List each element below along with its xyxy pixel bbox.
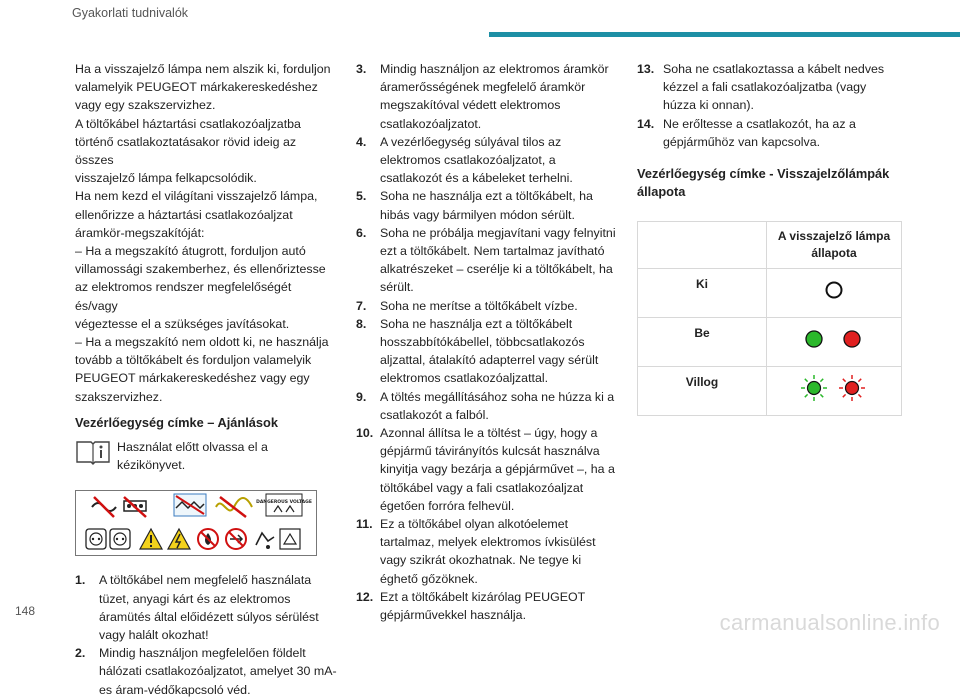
red-blinking-lamp-icon <box>839 375 865 401</box>
no-fire-icon <box>198 529 218 549</box>
list-item <box>356 588 616 624</box>
state-label: Ki <box>638 269 767 318</box>
column-header: A visszajelző lámpa állapota <box>767 222 902 269</box>
no-cable-damage-icon <box>174 494 206 516</box>
item-number: 9. <box>356 389 367 404</box>
watermark: carmanualsonline.info <box>719 610 940 635</box>
recommendation-list <box>356 60 616 624</box>
intro-paragraph <box>75 60 337 406</box>
recommendation-list <box>75 571 337 698</box>
list-item <box>75 571 337 644</box>
text-line: végeztesse el a szükséges javításokat. <box>75 316 290 331</box>
item-number: 1. <box>75 573 86 588</box>
item-number: 8. <box>356 316 367 331</box>
item-text: A töltőkábel nem megfelelő használata tüzet, anyagi kárt és az elektromos áramütés által előidézett súlyos sérülést vagy halált okozhat! <box>99 573 319 643</box>
pictogram-text: DANGEROUS VOLTAGE <box>256 500 312 506</box>
manual-note-text: Használat előtt olvassa el a kézikönyvet. <box>117 439 268 473</box>
column-right <box>637 60 899 416</box>
item-number: 2. <box>75 646 86 661</box>
item-text: Soha ne csatlakoztassa a kábelt nedves kézzel a fali csatlakozóaljzatba (vagy húzza ki onnan). <box>663 62 885 113</box>
item-text: Soha ne merítse a töltőkábelt vízbe. <box>380 298 578 313</box>
state-label: Be <box>638 318 767 367</box>
text-line: az elektromos rendszer megfelelőségét és/vagy <box>75 280 292 313</box>
item-text: Soha ne használja ezt a töltőkábelt hosszabbítókábellel, többcsatlakozós aljzattal, átalakító adapterrel vagy sérült elektromos csatlakozóaljzattal. <box>380 316 599 386</box>
text-line: ellenőrizze a háztartási csatlakozóaljzat <box>75 207 293 222</box>
item-text: Mindig használjon megfelelően földelt hálózati csatlakozóaljzatot, amelyet 30 mA-es áram-védőkapcsoló véd. <box>99 646 337 697</box>
text-line: tovább a töltőkábelt és forduljon valamelyik <box>75 353 312 368</box>
text-line: vagy egy szakszervizhez. <box>75 98 216 113</box>
list-item <box>75 644 337 699</box>
text-line: Ha nem kezd el világítani visszajelző lámpa, <box>75 189 318 204</box>
item-text: Mindig használjon az elektromos áramkör áramerősségének megfelelő áramkör megszakítóval védett elektromos csatlakozóaljzatot. <box>380 62 609 131</box>
no-cable-knot-icon <box>216 497 252 517</box>
item-number: 4. <box>356 134 367 149</box>
grounded-socket-icon <box>86 529 106 549</box>
text-line: valamelyik PEUGEOT márkakereskedéshez <box>75 80 318 95</box>
item-number: 12. <box>356 589 374 604</box>
item-number: 14. <box>637 116 655 131</box>
item-text: Ne erőltesse a csatlakozót, ha az a gépjárműhöz van kapcsolva. <box>663 116 856 149</box>
lamp-on-icons <box>794 328 874 350</box>
list-item <box>356 315 616 388</box>
empty-header-cell <box>638 222 767 269</box>
item-text: A töltés megállításához soha ne húzza ki a csatlakozót a falból. <box>380 389 615 422</box>
hot-surface-icon <box>256 494 312 516</box>
text-line: szakszervizhez. <box>75 389 163 404</box>
list-item <box>356 60 616 133</box>
header-title: Gyakorlati tudnivalók <box>72 6 189 20</box>
list-item <box>356 187 616 223</box>
text-line: visszajelző lámpa felkapcsolódik. <box>75 171 257 186</box>
lamp-blink-icons <box>794 373 874 403</box>
page-number: 148 <box>15 604 36 618</box>
item-number: 11. <box>356 517 373 532</box>
text-line: – Ha a megszakító nem oldott ki, ne használja <box>75 335 329 350</box>
item-text: Soha ne használja ezt a töltőkábelt, ha hibás vagy bármilyen módon sérült. <box>380 189 593 222</box>
manual-note <box>75 438 337 474</box>
no-extension-cord-icon <box>92 497 116 517</box>
item-text: Ezt a töltőkábelt kizárólag PEUGEOT gépjárművekkel használja. <box>380 589 585 623</box>
item-text: Azonnal állítsa le a töltést – úgy, hogy a gépjármű távirányítós kulcsát használva kinyitja vagy bezárja a gépjárművet –, ha a töltőkábel vagy a fali csatlakozóaljzat égetően forróra felhevül. <box>380 426 615 513</box>
list-item <box>356 515 616 588</box>
table-row <box>638 318 902 367</box>
item-number: 7. <box>356 298 367 313</box>
column-left <box>75 60 337 699</box>
grounded-socket-icon <box>110 529 130 549</box>
list-item <box>356 297 616 315</box>
table-row <box>638 367 902 416</box>
text-line: Ha a visszajelző lámpa nem alszik ki, forduljon <box>75 62 331 76</box>
high-voltage-icon <box>168 529 190 549</box>
text-line: PEUGEOT márkakereskedéshez vagy egy <box>75 371 310 386</box>
state-label: Villog <box>638 367 767 416</box>
text-line: villamossági szakemberhez, és ellenőriztesse <box>75 262 326 277</box>
lamp-cell <box>767 269 902 318</box>
text-line: A töltőkábel háztartási csatlakozóaljzatba <box>75 116 301 131</box>
header-accent-bar <box>489 32 960 37</box>
list-item <box>356 224 616 297</box>
text-line: áramkör-megszakítóját: <box>75 225 205 240</box>
green-blinking-lamp-icon <box>801 375 827 401</box>
recommendation-list <box>637 60 899 151</box>
list-item <box>356 388 616 424</box>
no-cable-damage-icon <box>280 529 300 549</box>
list-item <box>356 133 616 188</box>
item-number: 5. <box>356 189 367 204</box>
status-heading: Vezérlőegység címke - Visszajelzőlámpák állapota <box>637 166 890 200</box>
lamp-cell <box>767 318 902 367</box>
item-number: 6. <box>356 225 367 240</box>
item-text: Ez a töltőkábel olyan alkotóelemet tartalmaz, melyek elektromos ívkisülést vagy szikrát okozhatnak. Ne tegye ki éghető gőzöknek. <box>380 517 596 586</box>
recommendations-heading: Vezérlőegység címke – Ajánlások <box>75 414 278 430</box>
list-item <box>637 60 899 115</box>
item-text: A vezérlőegység súlyával tilos az elektromos csatlakozóaljzatot, a csatlakozót és a kábeleket terhelni. <box>380 134 573 186</box>
no-multi-plug-icon <box>124 497 146 517</box>
list-item <box>637 115 899 151</box>
table-header-row <box>638 222 902 269</box>
item-number: 3. <box>356 62 367 76</box>
lamp-off-icon <box>823 279 845 301</box>
text-line: – Ha a megszakító átugrott, forduljon autó <box>75 244 306 259</box>
manual-book-icon <box>75 438 111 466</box>
table-row <box>638 269 902 318</box>
lamp-status-table <box>637 221 902 416</box>
no-wet-hands-icon <box>256 533 274 549</box>
item-text: Soha ne próbálja megjavítani vagy felnyitni ezt a töltőkábelt. Nem tartalmaz javítható alkatrészeket – cserélje ki a töltőkábelt, ha sérült. <box>380 225 616 295</box>
green-lamp-icon <box>806 331 822 347</box>
column-middle <box>356 60 616 624</box>
warning-triangle-icon <box>140 529 162 549</box>
text-line: történő csatlakoztatásakor rövid ideig az összes <box>75 134 297 168</box>
list-item <box>356 424 616 515</box>
warning-pictograms-label <box>75 490 317 556</box>
no-pulling-icon <box>226 529 246 549</box>
item-number: 10. <box>356 426 374 441</box>
item-number: 13. <box>637 62 655 76</box>
red-lamp-icon <box>844 331 860 347</box>
lamp-cell <box>767 367 902 416</box>
